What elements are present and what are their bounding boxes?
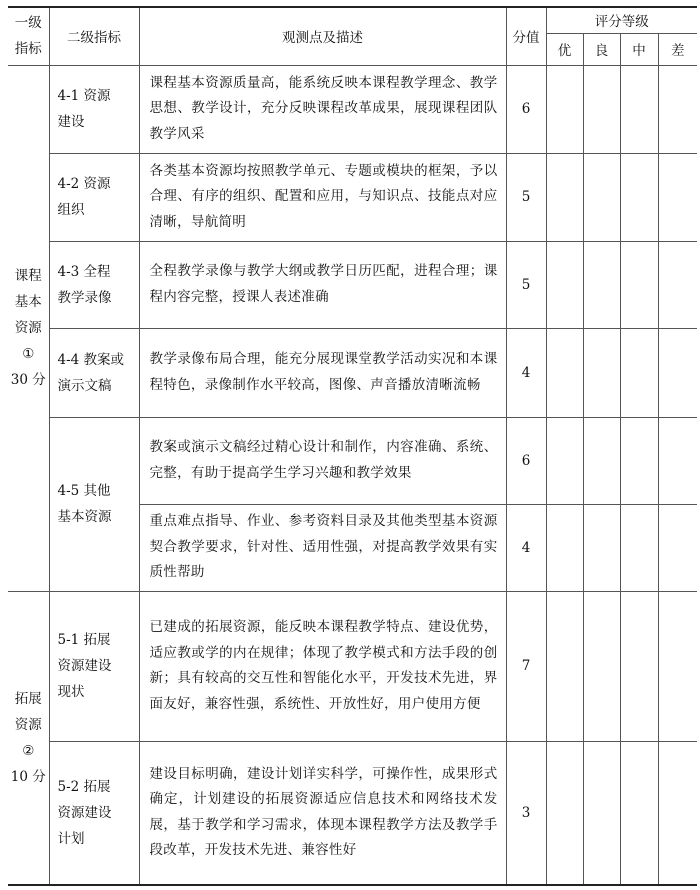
category-basic-resources [8, 65, 49, 591]
description: 教学录像布局合理，能充分展现课堂教学活动实况和本课程特色，录像制作水平较高，图像、声音播放清晰流畅 [139, 328, 506, 417]
sub-indicator-line: 4-2 资源 [57, 176, 111, 192]
grade-cell-average[interactable] [620, 417, 658, 504]
sub-indicator [49, 153, 139, 241]
table-row [8, 153, 697, 241]
sub-indicator-line: 现状 [57, 684, 85, 700]
sub-indicator-line: 5-2 拓展 [57, 778, 111, 795]
grade-cell-poor[interactable] [658, 741, 697, 885]
grade-cell-excellent[interactable] [546, 591, 583, 741]
grade-cell-average[interactable] [620, 591, 658, 741]
sub-indicator-line: 组织 [57, 202, 85, 218]
grade-cell-good[interactable] [583, 417, 620, 504]
grade-good: 良 [583, 33, 620, 65]
score-value: 6 [506, 417, 546, 504]
sub-indicator-line: 4-5 其他 [57, 483, 111, 499]
header-score: 分值 [506, 7, 546, 65]
grade-cell-average[interactable] [620, 241, 658, 328]
description: 建设目标明确，建设计划详实科学，可操作性，成果形式确定，计划建设的拓展资源适应信息技术和网络技术发展，基于教学和学习需求，体现本课程教学方法及教学手段改革，开发技术先进、兼容性好 [139, 741, 506, 885]
grade-poor: 差 [658, 33, 697, 65]
description: 教案或演示文稿经过精心设计和制作，内容准确、系统、完整，有助于提高学生学习兴趣和教学效果 [139, 417, 506, 504]
table-row [8, 241, 697, 328]
header-level2: 二级指标 [49, 7, 139, 65]
grade-cell-good[interactable] [583, 504, 620, 591]
category-line: 拓展 [14, 690, 42, 707]
header-level1-line2: 指标 [14, 41, 42, 58]
grade-cell-excellent[interactable] [546, 417, 583, 504]
table-row [8, 65, 697, 153]
header-level1 [8, 7, 49, 65]
category-line: 10 分 [10, 768, 46, 785]
table-row [8, 328, 697, 417]
grade-cell-excellent[interactable] [546, 504, 583, 591]
score-value: 5 [506, 153, 546, 241]
grade-cell-excellent[interactable] [546, 328, 583, 417]
grade-cell-excellent[interactable] [546, 241, 583, 328]
score-value: 3 [506, 741, 546, 885]
sub-indicator-line: 教学录像 [57, 289, 112, 306]
table-row [8, 741, 697, 885]
grade-cell-poor[interactable] [658, 241, 697, 328]
grade-cell-good[interactable] [583, 741, 620, 885]
sub-indicator [49, 241, 139, 328]
sub-indicator-line: 基本资源 [57, 509, 112, 525]
grade-cell-poor[interactable] [658, 153, 697, 241]
sub-indicator-line: 资源建设 [57, 804, 112, 821]
sub-indicator-line: 计划 [57, 830, 85, 847]
sub-indicator-line: 4-4 教案或 [57, 351, 125, 368]
header-observation: 观测点及描述 [139, 7, 506, 65]
description: 重点难点指导、作业、参考资料目录及其他类型基本资源契合教学要求，针对性、适用性强，对提高教学效果有实质性帮助 [139, 504, 506, 591]
grade-cell-poor[interactable] [658, 417, 697, 504]
description: 课程基本资源质量高，能系统反映本课程教学理念、教学思想、教学设计，充分反映课程改革成果，展现课程团队教学风采 [139, 65, 506, 153]
evaluation-table [8, 6, 697, 886]
sub-indicator [49, 328, 139, 417]
category-line: 资源 [14, 716, 42, 733]
sub-indicator-line: 建设 [57, 114, 85, 130]
grade-cell-excellent[interactable] [546, 65, 583, 153]
grade-cell-excellent[interactable] [546, 153, 583, 241]
sub-indicator-line: 资源建设 [57, 658, 112, 674]
sub-indicator [49, 417, 139, 591]
grade-cell-average[interactable] [620, 328, 658, 417]
score-value: 4 [506, 504, 546, 591]
sub-indicator-line: 4-1 资源 [57, 88, 111, 104]
category-line: 课程 [14, 268, 42, 284]
grade-cell-average[interactable] [620, 504, 658, 591]
grade-cell-good[interactable] [583, 153, 620, 241]
grade-cell-good[interactable] [583, 591, 620, 741]
description: 各类基本资源均按照教学单元、专题或模块的框架，予以合理、有序的组织、配置和应用，与知识点、技能点对应清晰，导航简明 [139, 153, 506, 241]
grade-cell-good[interactable] [583, 65, 620, 153]
grade-cell-poor[interactable] [658, 328, 697, 417]
grade-cell-good[interactable] [583, 241, 620, 328]
category-line: 资源 [14, 320, 42, 336]
grade-average: 中 [620, 33, 658, 65]
sub-indicator-line: 4-3 全程 [57, 263, 111, 280]
score-value: 7 [506, 591, 546, 741]
grade-cell-poor[interactable] [658, 504, 697, 591]
table-row [8, 417, 697, 504]
category-line: ② [22, 742, 35, 759]
grade-cell-poor[interactable] [658, 591, 697, 741]
sub-indicator [49, 741, 139, 885]
grade-cell-average[interactable] [620, 153, 658, 241]
description: 全程教学录像与教学大纲或教学日历匹配，进程合理；课程内容完整，授课人表述准确 [139, 241, 506, 328]
table-row [8, 591, 697, 741]
grade-cell-excellent[interactable] [546, 741, 583, 885]
category-line: ① [22, 346, 35, 362]
grade-excellent: 优 [546, 33, 583, 65]
sub-indicator [49, 65, 139, 153]
header-level1-line1: 一级 [14, 15, 42, 32]
category-line: 基本 [14, 294, 42, 310]
score-value: 5 [506, 241, 546, 328]
grade-cell-good[interactable] [583, 328, 620, 417]
score-value: 4 [506, 328, 546, 417]
header-grade: 评分等级 [546, 7, 697, 33]
category-extended-resources [8, 591, 49, 885]
description: 已建成的拓展资源，能反映本课程教学特点、建设优势，适应教或学的内在规律；体现了教学模式和方法手段的创新；具有较高的交互性和智能化水平，开发技术先进，界面友好，兼容性强，系统性、开放性好，用户使用方便 [139, 591, 506, 741]
sub-indicator [49, 591, 139, 741]
header-row [8, 7, 697, 33]
sub-indicator-line: 5-1 拓展 [57, 632, 111, 648]
sub-indicator-line: 演示文稿 [57, 377, 112, 394]
grade-cell-poor[interactable] [658, 65, 697, 153]
score-value: 6 [506, 65, 546, 153]
category-line: 30 分 [10, 372, 46, 388]
grade-cell-average[interactable] [620, 65, 658, 153]
grade-cell-average[interactable] [620, 741, 658, 885]
